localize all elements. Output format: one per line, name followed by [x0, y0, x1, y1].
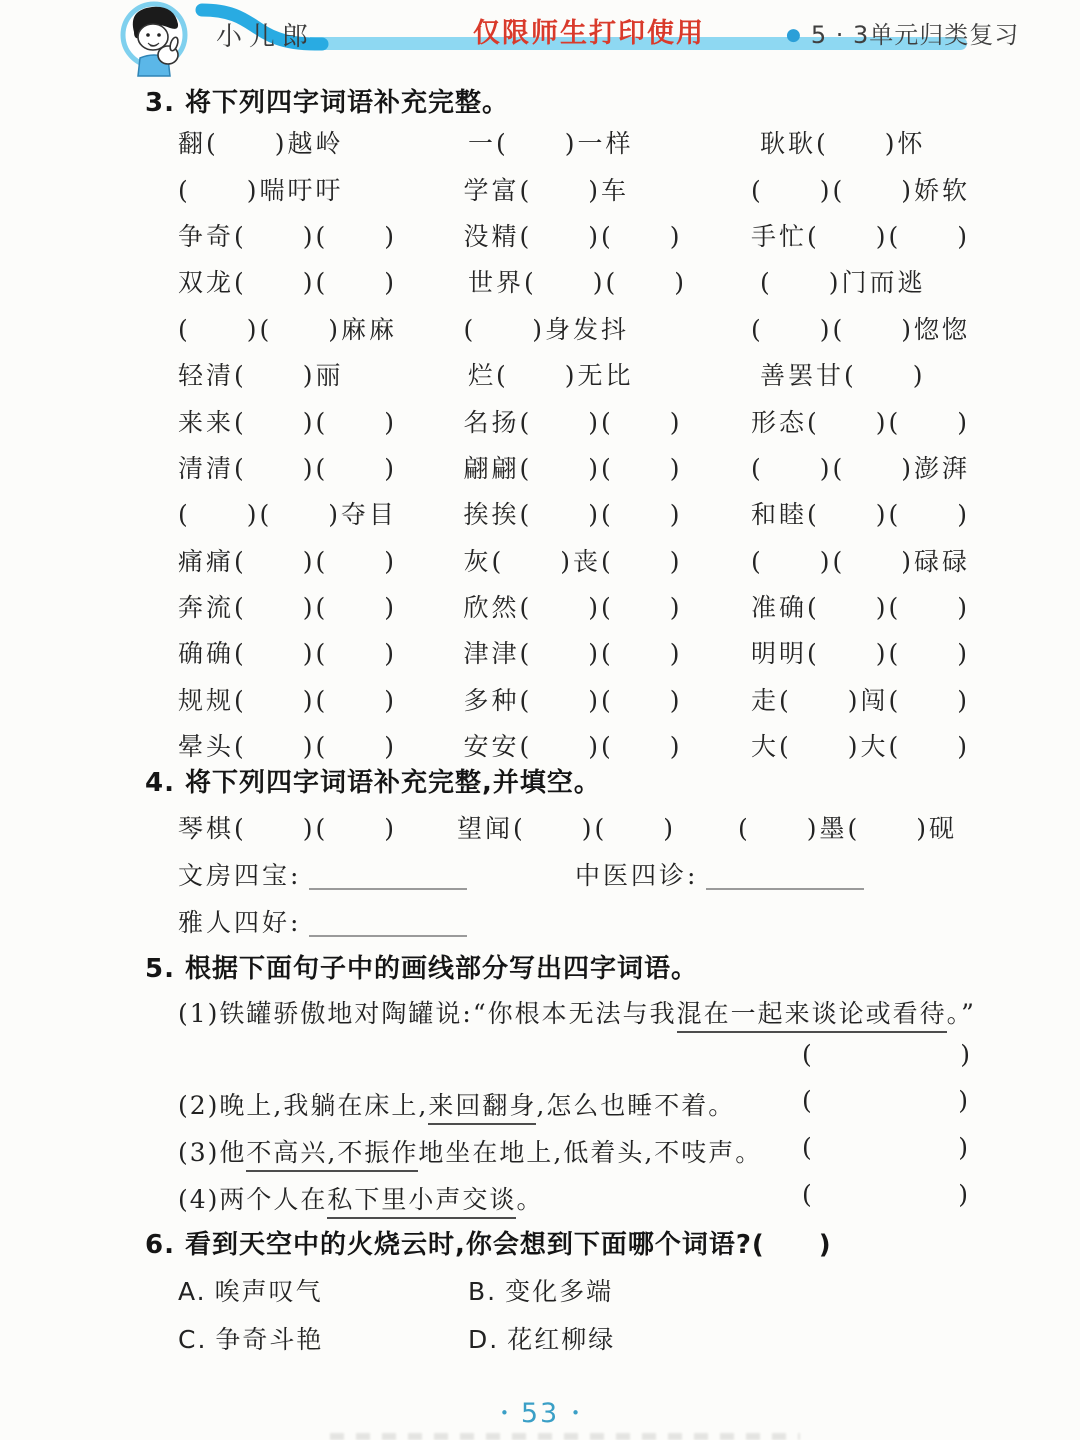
- word-blank-cell: 名扬( )( ): [463, 407, 683, 437]
- word-grid-row: [178, 676, 970, 722]
- answer-blank-line: [309, 868, 467, 890]
- word-grid-row: [178, 351, 970, 397]
- q4-number: 4.: [145, 768, 175, 798]
- page-header: [0, 0, 1080, 80]
- underlined-phrase: 混在一起来谈论或看待: [677, 999, 947, 1033]
- bottom-scan-artifact: [330, 1433, 800, 1440]
- fill-label: 雅人四好:: [178, 908, 302, 937]
- unit-bullet-icon: ●: [786, 25, 802, 45]
- q5-answer-bracket-2: ( ): [802, 1086, 970, 1115]
- word-blank-cell: ( )( )娇软: [750, 175, 970, 205]
- q5-item-2: [178, 1086, 970, 1122]
- word-blank-cell: 双龙( )( ): [178, 268, 398, 298]
- word-blank-cell: 准确( )( ): [750, 593, 970, 623]
- word-blank-cell: ( )门而逃: [760, 268, 926, 298]
- word-blank-cell: 学富( )车: [463, 175, 630, 205]
- q3-title: 将下列四字词语补充完整。: [184, 88, 509, 118]
- word-grid-row: [178, 258, 970, 304]
- sentence: (1)铁罐骄傲地对陶罐说:“你根本无法与我混在一起来谈论或看待。”: [178, 994, 976, 1030]
- word-blank-cell: 琴棋( )( ): [178, 814, 398, 843]
- word-blank-cell: 痛痛( )( ): [178, 546, 398, 576]
- word-blank-cell: 明明( )( ): [750, 639, 970, 669]
- fill-item-zhongyi: [575, 856, 864, 892]
- q5-answer-bracket-4: ( ): [802, 1180, 970, 1209]
- word-blank-cell: 灰( )丧( ): [463, 546, 683, 576]
- word-blank-cell: 和睦( )( ): [750, 500, 970, 530]
- q3-heading: [145, 82, 509, 119]
- q6-options-row-2: [178, 1320, 970, 1356]
- word-blank-cell: 多种( )( ): [463, 685, 683, 715]
- page-footer: [0, 1398, 1080, 1429]
- brand-label: 小儿郎: [216, 22, 316, 52]
- word-grid: [178, 119, 970, 768]
- word-blank-cell: 大( )大( ): [750, 732, 970, 762]
- word-blank-cell: ( )( )惚惚: [750, 314, 970, 344]
- q6-heading: [145, 1224, 832, 1261]
- word-grid-row: [178, 305, 970, 351]
- word-blank-cell: ( )( )澎湃: [750, 453, 970, 483]
- footer-dot-icon: •: [571, 1404, 581, 1422]
- fill-item-wenfang: [178, 856, 467, 892]
- q4-title: 将下列四字词语补充完整,并填空。: [184, 768, 601, 798]
- word-blank-cell: 望闻( )( ): [457, 814, 677, 843]
- word-blank-cell: 挨挨( )( ): [463, 500, 683, 530]
- q5-item-4: [178, 1180, 970, 1216]
- word-blank-cell: 没精( )( ): [463, 221, 683, 251]
- sentence: (3)他不高兴,不振作地坐在地上,低着头,不吱声。: [178, 1133, 762, 1169]
- word-blank-cell: 确确( )( ): [178, 639, 398, 669]
- word-blank-cell: 清清( )( ): [178, 453, 398, 483]
- word-blank-cell: 争奇( )( ): [178, 221, 398, 251]
- word-grid-row: [178, 583, 970, 629]
- word-blank-cell: 来来( )( ): [178, 407, 398, 437]
- q6-options-row-1: [178, 1272, 970, 1308]
- sentence: (4)两个人在私下里小声交谈。: [178, 1180, 543, 1216]
- word-grid-row: [178, 629, 970, 675]
- q3-number: 3.: [145, 88, 175, 118]
- word-blank-cell: ( )墨( )砚: [738, 814, 958, 843]
- word-blank-cell: 善罢甘( ): [760, 361, 926, 391]
- word-blank-cell: 轻清( )丽: [178, 361, 344, 391]
- word-blank-cell: 一( )一样: [468, 129, 634, 159]
- print-notice: 仅限师生打印使用: [473, 18, 705, 49]
- word-grid-row: [178, 397, 970, 443]
- page-number: 53: [520, 1398, 560, 1429]
- word-blank-cell: 翩翩( )( ): [463, 453, 683, 483]
- underlined-phrase: 来回翻身: [428, 1091, 536, 1125]
- fill-label: 文房四宝:: [178, 861, 302, 890]
- word-blank-cell: 手忙( )( ): [750, 221, 970, 251]
- fill-item-yaren: [178, 903, 467, 939]
- q5-title: 根据下面句子中的画线部分写出四字词语。: [184, 954, 698, 984]
- footer-dot-icon: •: [499, 1404, 509, 1422]
- q6-number: 6.: [145, 1230, 175, 1260]
- q5-number: 5.: [145, 954, 175, 984]
- q4-heading: [145, 762, 601, 799]
- word-blank-cell: 翻( )越岭: [178, 129, 344, 159]
- fill-label: 中医四诊:: [575, 861, 699, 890]
- word-blank-cell: 欣然( )( ): [463, 593, 683, 623]
- underlined-phrase: 私下里小声交谈: [327, 1185, 516, 1219]
- option-c: C. 争奇斗艳: [178, 1325, 324, 1354]
- q5-item-3: [178, 1133, 970, 1169]
- word-grid-row: [178, 490, 970, 536]
- word-blank-cell: ( )喘吁吁: [178, 175, 344, 205]
- sentence: (2)晚上,我躺在床上,来回翻身,怎么也睡不着。: [178, 1086, 735, 1122]
- word-grid-row: [178, 119, 970, 165]
- word-blank-cell: 津津( )( ): [463, 639, 683, 669]
- word-grid-row: [178, 212, 970, 258]
- unit-label: 5 · 3单元归类复习: [810, 21, 1020, 49]
- word-blank-cell: 晕头( )( ): [178, 732, 398, 762]
- word-blank-cell: ( )( )麻麻: [178, 314, 398, 344]
- word-blank-cell: ( )身发抖: [463, 314, 630, 344]
- unit-badge: [786, 15, 1019, 50]
- q5-heading: [145, 948, 698, 985]
- word-blank-cell: ( )( )夺目: [178, 500, 398, 530]
- option-d: D. 花红柳绿: [468, 1325, 616, 1354]
- word-blank-cell: 奔流( )( ): [178, 593, 398, 623]
- q5-answer-bracket-1: ( ): [802, 1040, 970, 1069]
- option-a: A. 唉声叹气: [178, 1277, 323, 1306]
- word-blank-cell: 安安( )( ): [463, 732, 683, 762]
- mascot-boy-icon: [112, 0, 196, 84]
- word-blank-cell: 规规( )( ): [178, 685, 398, 715]
- word-blank-cell: 耿耿( )怀: [760, 129, 926, 159]
- answer-blank-line: [706, 868, 864, 890]
- underlined-phrase: 不高兴,不振作: [246, 1138, 418, 1172]
- answer-blank-line: [309, 915, 467, 937]
- word-blank-cell: 走( )闯( ): [750, 685, 970, 715]
- word-blank-cell: 形态( )( ): [750, 407, 970, 437]
- word-blank-cell: ( )( )碌碌: [750, 546, 970, 576]
- q5-answer-bracket-3: ( ): [802, 1133, 970, 1162]
- q6-title: 看到天空中的火烧云时,你会想到下面哪个词语?( ): [184, 1230, 832, 1260]
- word-grid-row: [178, 537, 970, 583]
- word-grid-row: [178, 165, 970, 211]
- q5-item-1: [178, 994, 976, 1030]
- word-blank-cell: 世界( )( ): [468, 268, 688, 298]
- q4-word-row: [178, 809, 970, 845]
- word-grid-row: [178, 444, 970, 490]
- word-blank-cell: 烂( )无比: [468, 361, 634, 391]
- option-b: B. 变化多端: [468, 1277, 614, 1306]
